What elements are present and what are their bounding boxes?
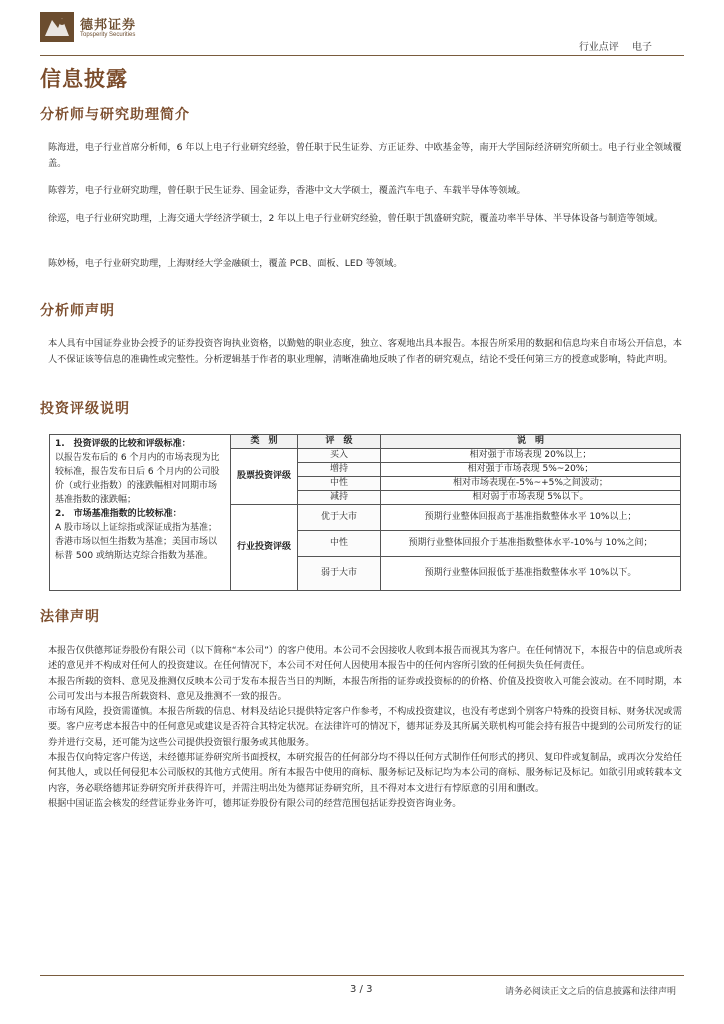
footer-note: 请务必阅读正文之后的信息披露和法律声明 <box>504 987 676 997</box>
legal-paragraph: 本报告所载的资料、意见及推测仅反映本公司于发布本报告当日的判断，本报告所指的证券或投资标的的价格、价值及投资收入可能会波动。在不同时期，本公司可发出与本报告所载资料、意见及推测不一致的报告。 <box>48 675 682 702</box>
section-title-rating: 投资评级说明 <box>40 401 130 417</box>
rating-level: 优于大市 <box>298 505 381 531</box>
rating-description: 相对弱于市场表现 5%以下。 <box>381 491 681 505</box>
rating-level: 买入 <box>298 449 381 463</box>
rating-criteria-text-2: A 股市场以上证综指或深证成指为基准；香港市场以恒生指数为基准；美国市场以标普 500 或纳斯达克综合指数为基准。 <box>55 523 218 561</box>
header-divider <box>40 55 684 56</box>
legal-paragraph: 市场有风险，投资需谨慎。本报告所载的信息、材料及结论只提供特定客户作参考，不构成投资建议，也没有考虑到个别客户特殊的投资目标、财务状况或需要。客户应考虑本报告中的任何意见或建议是否符合其特定状况。在法律许可的情况下，德邦证券及其所属关联机构可能会持有报告中提到的公司所发行的证券并进行交易，还可能为这些公司提供投资银行服务或其他服务。 <box>48 706 682 748</box>
rating-level: 弱于大市 <box>298 557 381 591</box>
report-type <box>569 38 652 53</box>
rating-description: 相对市场表现在-5%~+5%之间波动； <box>381 477 681 491</box>
rating-criteria-text-1: 以报告发布后的 6 个月内的市场表现为比较标准，报告发布日后 6 个月内的公司股价（或行业指数）的涨跌幅相对同期市场基准指数的涨跌幅； <box>55 453 220 505</box>
analyst-intro-paragraph: 陈妙杨，电子行业研究助理，上海财经大学金融硕士，覆盖 PCB、面板、LED 等领域。 <box>48 258 403 269</box>
analyst-statement-text: 本人具有中国证券业协会授予的证券投资咨询执业资格，以勤勉的职业态度，独立、客观地出具本报告。本报告所采用的数据和信息均来自市场公开信息，本人不保证该等信息的准确性或完整性。分析逻辑基于作者的职业理解，清晰准确地反映了作者的研究观点，结论不受任何第三方的授意或影响，特此声明。 <box>48 338 682 365</box>
logo-subtitle: Topsperity Securities <box>80 32 136 38</box>
rating-description: 预期行业整体回报低于基准指数整体水平 10%以下。 <box>381 557 681 591</box>
rating-description: 相对强于市场表现 20%以上； <box>381 449 681 463</box>
logo-emblem-icon <box>40 12 74 42</box>
report-sector: 电子 <box>632 42 652 53</box>
report-category: 行业点评 <box>578 42 619 53</box>
analyst-intro-paragraph: 徐巡，电子行业研究助理，上海交通大学经济学硕士，2 年以上电子行业研究经验，曾任职于凯盛研究院，覆盖功率半导体、半导体设备与制造等领域。 <box>48 213 664 224</box>
rating-level: 中性 <box>298 531 381 557</box>
footer-divider <box>40 975 684 976</box>
section-title-analyst-statement: 分析师声明 <box>40 303 115 319</box>
stock-rating-category: 股票投资评级 <box>231 449 298 505</box>
rating-criteria-title-2: 2. 市场基准指数的比较标准： <box>55 509 182 519</box>
legal-statement <box>48 643 688 811</box>
legal-paragraph: 本报告仅向特定客户传送，未经德邦证券研究所书面授权，本研究报告的任何部分均不得以任何方式制作任何形式的拷贝、复印件或复制品，或再次分发给任何其他人，或以任何侵犯本公司版权的其他方式使用。所有本报告中使用的商标、服务标记及标记均为本公司的商标、服务标记及标记。如欲引用或转载本文内容，务必联络德邦证券研究所并获得许可，并需注明出处为德邦证券研究所，且不得对本文进行有悖原意的引用和删改。 <box>48 752 682 794</box>
legal-paragraph: 本报告仅供德邦证券股份有限公司（以下简称“本公司”）的客户使用。本公司不会因接收人收到本报告而视其为客户。在任何情况下，本报告中的信息或所表述的意见并不构成对任何人的投资建议。在任何情况下，本公司不对任何人因使用本报告中的任何内容所引致的任何损失负任何责任。 <box>48 645 683 672</box>
page-title: 信息披露 <box>40 67 128 91</box>
logo-name: 德邦证券 <box>80 18 137 33</box>
rating-description: 预期行业整体回报高于基准指数整体水平 10%以上； <box>381 505 681 531</box>
table-header-level: 评 级 <box>298 435 381 449</box>
rating-table <box>49 434 681 591</box>
rating-level: 增持 <box>298 463 381 477</box>
section-title-legal: 法律声明 <box>40 609 100 625</box>
legal-paragraph: 根据中国证监会核发的经营证券业务许可，德邦证券股份有限公司的经营范围包括证券投资咨询业务。 <box>48 797 462 809</box>
rating-level: 减持 <box>298 491 381 505</box>
rating-level: 中性 <box>298 477 381 491</box>
section-title-analyst-intro: 分析师与研究助理简介 <box>40 107 190 123</box>
rating-criteria-cell <box>50 435 231 591</box>
rating-criteria-title-1: 1. 投资评级的比较和评级标准： <box>55 439 191 449</box>
table-header-description: 说 明 <box>381 435 681 449</box>
analyst-intro-paragraph: 陈海进，电子行业首席分析师，6 年以上电子行业研究经验，曾任职于民生证券、方正证券、中欧基金等，南开大学国际经济研究所硕士。电子行业全领域覆盖。 <box>48 142 682 169</box>
rating-description: 预期行业整体回报介于基准指数整体水平-10%与 10%之间； <box>381 531 681 557</box>
analyst-intro-paragraph: 陈蓉芳，电子行业研究助理，曾任职于民生证券、国金证券，香港中文大学硕士，覆盖汽车电子、车载半导体等领域。 <box>48 185 526 196</box>
company-logo <box>40 12 200 46</box>
table-header-category: 类 别 <box>231 435 298 449</box>
page-number: 3 / 3 <box>350 984 373 995</box>
industry-rating-category: 行业投资评级 <box>231 505 298 591</box>
rating-description: 相对强于市场表现 5%~20%； <box>381 463 681 477</box>
